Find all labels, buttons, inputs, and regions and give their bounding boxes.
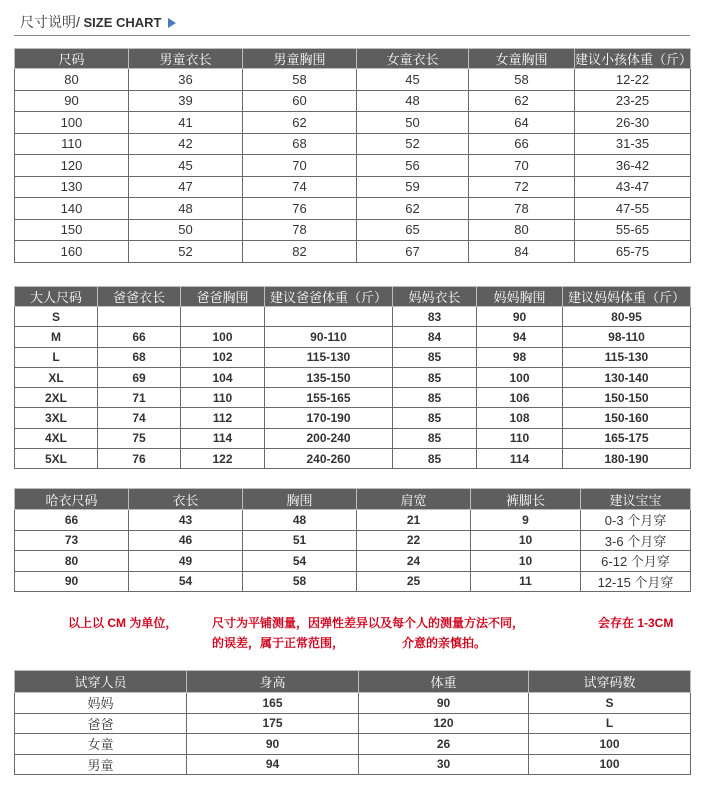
table-cell: 24 <box>357 551 471 572</box>
header-row <box>15 671 691 693</box>
table-row <box>15 155 691 177</box>
table-cell: 94 <box>477 327 563 347</box>
table-cell: 48 <box>243 510 357 531</box>
table-cell <box>98 307 181 327</box>
table-cell: 78 <box>469 198 575 220</box>
table-cell: 26 <box>359 734 529 755</box>
table-cell: 56 <box>357 155 469 177</box>
header-row <box>15 489 691 510</box>
table-cell: 爸爸 <box>15 713 187 734</box>
table-cell: 62 <box>243 112 357 134</box>
column-header: 胸围 <box>243 489 357 510</box>
table-cell: 23-25 <box>575 90 691 112</box>
table-cell: 85 <box>393 367 477 387</box>
table-cell: 100 <box>477 367 563 387</box>
column-header: 哈衣尺码 <box>15 489 129 510</box>
table-row <box>15 176 691 198</box>
table-cell: 80 <box>15 551 129 572</box>
table-cell: 106 <box>477 388 563 408</box>
table-cell: 74 <box>98 408 181 428</box>
note-measurement: 尺寸为平铺测量，因弹性差异以及每个人的测量方法不同， <box>212 616 525 630</box>
table-cell: 10 <box>471 551 581 572</box>
table-row <box>15 69 691 91</box>
table-cell: 72 <box>469 176 575 198</box>
table-row <box>15 571 691 592</box>
table-cell: 58 <box>243 571 357 592</box>
column-header: 裤脚长 <box>471 489 581 510</box>
table-cell: 98-110 <box>563 327 691 347</box>
table-row <box>15 367 691 387</box>
note-error-range: 会存在 1-3CM <box>598 616 674 630</box>
table-cell: 59 <box>357 176 469 198</box>
column-header: 妈妈衣长 <box>393 287 477 307</box>
table-cell: 160 <box>15 241 129 263</box>
note-unit: 以上以 CM 为单位， <box>68 616 178 630</box>
table-row <box>15 510 691 531</box>
table-cell: 25 <box>357 571 471 592</box>
table-cell: 71 <box>98 388 181 408</box>
baby-romper-size-table <box>14 488 691 592</box>
table-cell: 31-35 <box>575 133 691 155</box>
header-row <box>15 49 691 69</box>
table-cell <box>265 307 393 327</box>
table-cell: 85 <box>393 428 477 448</box>
table-cell: 165-175 <box>563 428 691 448</box>
table-cell: 58 <box>469 69 575 91</box>
table-cell: L <box>529 713 691 734</box>
table-cell: 115-130 <box>265 347 393 367</box>
table-row <box>15 713 691 734</box>
table-cell: 30 <box>359 754 529 775</box>
note-normal-range: 的误差，属于正常范围， <box>212 636 345 650</box>
table-cell: 49 <box>129 551 243 572</box>
table-cell: 3XL <box>15 408 98 428</box>
table-cell: 155-165 <box>265 388 393 408</box>
table-row <box>15 90 691 112</box>
table-cell: 55-65 <box>575 219 691 241</box>
table-cell: 50 <box>129 219 243 241</box>
table-cell: 84 <box>393 327 477 347</box>
column-header: 大人尺码 <box>15 287 98 307</box>
table-cell: 90 <box>15 571 129 592</box>
title-en: SIZE CHART <box>79 15 162 30</box>
table-cell: 10 <box>471 530 581 551</box>
table-cell: L <box>15 347 98 367</box>
table-cell: 62 <box>357 198 469 220</box>
table-row <box>15 307 691 327</box>
table-cell: 170-190 <box>265 408 393 428</box>
page-title <box>20 12 176 32</box>
table-cell: 70 <box>243 155 357 177</box>
table-cell: 114 <box>181 428 265 448</box>
column-header: 男童衣长 <box>129 49 243 69</box>
table-cell: 68 <box>243 133 357 155</box>
table-cell: 165 <box>187 693 359 714</box>
table-cell: 66 <box>15 510 129 531</box>
table-cell: 5XL <box>15 449 98 469</box>
play-arrow-icon <box>168 18 176 28</box>
table-cell: 110 <box>15 133 129 155</box>
table-cell: 48 <box>357 90 469 112</box>
table-cell: 85 <box>393 347 477 367</box>
table-cell: 51 <box>243 530 357 551</box>
table-cell: 130 <box>15 176 129 198</box>
table-cell: 50 <box>357 112 469 134</box>
table-cell: 70 <box>469 155 575 177</box>
table-cell: 85 <box>393 408 477 428</box>
table-row <box>15 133 691 155</box>
table-cell: 76 <box>98 449 181 469</box>
table-cell: 85 <box>393 388 477 408</box>
table-cell: 75 <box>98 428 181 448</box>
table-cell: 69 <box>98 367 181 387</box>
table-row <box>15 551 691 572</box>
table-row <box>15 754 691 775</box>
table-cell: 女童 <box>15 734 187 755</box>
table-cell: 100 <box>529 734 691 755</box>
column-header: 女童衣长 <box>357 49 469 69</box>
tryon-table <box>14 670 691 775</box>
table-cell: 90 <box>359 693 529 714</box>
table-cell: M <box>15 327 98 347</box>
table-cell: 65-75 <box>575 241 691 263</box>
table-cell: 140 <box>15 198 129 220</box>
table-cell: S <box>15 307 98 327</box>
column-header: 试穿码数 <box>529 671 691 693</box>
table-cell: 100 <box>15 112 129 134</box>
table-cell: 80 <box>469 219 575 241</box>
table-cell: 54 <box>243 551 357 572</box>
table-cell: 135-150 <box>265 367 393 387</box>
table-cell: 104 <box>181 367 265 387</box>
column-header: 试穿人员 <box>15 671 187 693</box>
table-cell: 90 <box>187 734 359 755</box>
table-cell: 76 <box>243 198 357 220</box>
table-cell: 122 <box>181 449 265 469</box>
table-cell: 120 <box>359 713 529 734</box>
table-cell: 43-47 <box>575 176 691 198</box>
table-cell: 47-55 <box>575 198 691 220</box>
table-cell: 4XL <box>15 428 98 448</box>
column-header: 尺码 <box>15 49 129 69</box>
note-caution: 介意的亲慎拍。 <box>402 636 487 650</box>
column-header: 爸爸胸围 <box>181 287 265 307</box>
table-cell: 36 <box>129 69 243 91</box>
table-cell: 100 <box>529 754 691 775</box>
table-cell: 2XL <box>15 388 98 408</box>
table-cell: 67 <box>357 241 469 263</box>
table-cell: 175 <box>187 713 359 734</box>
table-cell: 200-240 <box>265 428 393 448</box>
table-row <box>15 408 691 428</box>
table-cell: 150-160 <box>563 408 691 428</box>
column-header: 爸爸衣长 <box>98 287 181 307</box>
table-cell: 3-6 个月穿 <box>581 530 691 551</box>
column-header: 体重 <box>359 671 529 693</box>
table-cell: 21 <box>357 510 471 531</box>
table-cell: 90 <box>477 307 563 327</box>
column-header: 建议爸爸体重（斤） <box>265 287 393 307</box>
table-cell: 150 <box>15 219 129 241</box>
table-cell: 36-42 <box>575 155 691 177</box>
table-cell: 6-12 个月穿 <box>581 551 691 572</box>
table-cell: 60 <box>243 90 357 112</box>
table-cell: 90 <box>15 90 129 112</box>
table-cell: 102 <box>181 347 265 367</box>
table-cell: 90-110 <box>265 327 393 347</box>
table-cell: 100 <box>181 327 265 347</box>
table-row <box>15 219 691 241</box>
table-cell: 180-190 <box>563 449 691 469</box>
table-cell: 66 <box>469 133 575 155</box>
table-cell: 150-150 <box>563 388 691 408</box>
table-cell: XL <box>15 367 98 387</box>
table-cell: 42 <box>129 133 243 155</box>
column-header: 衣长 <box>129 489 243 510</box>
table-cell: 110 <box>477 428 563 448</box>
table-cell: 52 <box>357 133 469 155</box>
column-header: 肩宽 <box>357 489 471 510</box>
table-cell: 男童 <box>15 754 187 775</box>
adult-size-table <box>14 286 691 469</box>
table-cell: 73 <box>15 530 129 551</box>
table-cell: 80-95 <box>563 307 691 327</box>
table-row <box>15 428 691 448</box>
table-cell: 47 <box>129 176 243 198</box>
table-cell: 52 <box>129 241 243 263</box>
table-row <box>15 112 691 134</box>
table-cell: 46 <box>129 530 243 551</box>
table-cell: 62 <box>469 90 575 112</box>
table-cell: 83 <box>393 307 477 327</box>
table-cell: 78 <box>243 219 357 241</box>
table-row <box>15 327 691 347</box>
column-header: 妈妈胸围 <box>477 287 563 307</box>
table-cell: 84 <box>469 241 575 263</box>
table-cell: 94 <box>187 754 359 775</box>
table-row <box>15 198 691 220</box>
table-cell <box>181 307 265 327</box>
table-cell: 12-15 个月穿 <box>581 571 691 592</box>
title-cn: 尺寸说明/ <box>20 14 80 30</box>
table-row <box>15 241 691 263</box>
column-header: 建议宝宝 <box>581 489 691 510</box>
size-chart-header <box>14 10 690 36</box>
table-cell: 58 <box>243 69 357 91</box>
table-cell: 48 <box>129 198 243 220</box>
table-cell: 74 <box>243 176 357 198</box>
table-cell: 54 <box>129 571 243 592</box>
table-cell: 108 <box>477 408 563 428</box>
table-cell: 12-22 <box>575 69 691 91</box>
table-cell: 98 <box>477 347 563 367</box>
table-cell: 82 <box>243 241 357 263</box>
column-header: 建议小孩体重（斤） <box>575 49 691 69</box>
table-cell: 68 <box>98 347 181 367</box>
kids-size-table <box>14 48 691 263</box>
table-cell: 9 <box>471 510 581 531</box>
table-row <box>15 449 691 469</box>
table-cell: 64 <box>469 112 575 134</box>
column-header: 建议妈妈体重（斤） <box>563 287 691 307</box>
column-header: 男童胸围 <box>243 49 357 69</box>
table-cell: S <box>529 693 691 714</box>
table-cell: 120 <box>15 155 129 177</box>
table-cell: 114 <box>477 449 563 469</box>
header-row <box>15 287 691 307</box>
table-cell: 0-3 个月穿 <box>581 510 691 531</box>
table-cell: 39 <box>129 90 243 112</box>
table-row <box>15 693 691 714</box>
table-cell: 41 <box>129 112 243 134</box>
table-cell: 66 <box>98 327 181 347</box>
table-cell: 115-130 <box>563 347 691 367</box>
table-cell: 65 <box>357 219 469 241</box>
table-cell: 45 <box>129 155 243 177</box>
table-cell: 130-140 <box>563 367 691 387</box>
table-cell: 妈妈 <box>15 693 187 714</box>
table-cell: 110 <box>181 388 265 408</box>
column-header: 身高 <box>187 671 359 693</box>
table-cell: 22 <box>357 530 471 551</box>
table-row <box>15 530 691 551</box>
table-row <box>15 347 691 367</box>
table-cell: 240-260 <box>265 449 393 469</box>
table-cell: 45 <box>357 69 469 91</box>
table-cell: 26-30 <box>575 112 691 134</box>
table-cell: 112 <box>181 408 265 428</box>
table-row <box>15 388 691 408</box>
table-cell: 80 <box>15 69 129 91</box>
table-cell: 43 <box>129 510 243 531</box>
table-row <box>15 734 691 755</box>
column-header: 女童胸围 <box>469 49 575 69</box>
table-cell: 85 <box>393 449 477 469</box>
table-cell: 11 <box>471 571 581 592</box>
